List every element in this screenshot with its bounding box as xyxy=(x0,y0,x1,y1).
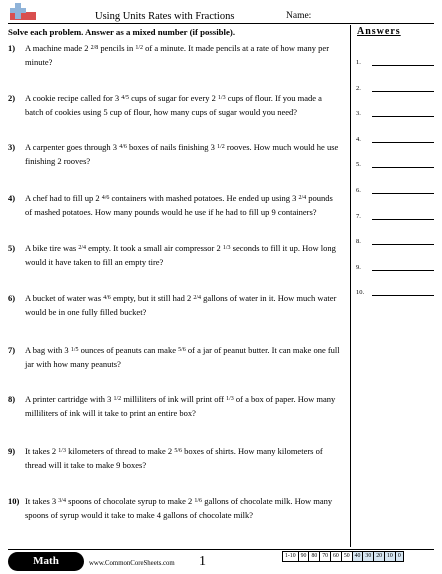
header-divider xyxy=(8,23,434,24)
answer-blank[interactable] xyxy=(372,193,434,194)
problem-number: 6) xyxy=(8,293,16,303)
problem-text: A bucket of water was 4/6 empty, but it still had 2 2/4 gallons of water in it. How much water would be in one fully filled bucket? xyxy=(25,293,337,317)
answer-blank[interactable] xyxy=(372,219,434,220)
answer-number: 4. xyxy=(356,135,361,143)
score-cell: 40 xyxy=(353,551,364,562)
answer-blank[interactable] xyxy=(372,270,434,271)
answer-number: 2. xyxy=(356,84,361,92)
problem-text: It takes 3 3/4 spoons of chocolate syrup to make 2 1/6 gallons of chocolate milk. How many spoons of syrup would it take to make 4 gallons of chocolate milk? xyxy=(25,496,333,520)
fraction: 1/6 xyxy=(194,498,203,504)
answer-line-6[interactable] xyxy=(356,183,434,195)
problem-10 xyxy=(8,496,342,521)
answer-number: 5. xyxy=(356,161,361,169)
problem-text: A printer cartridge with 3 1/2 milliliters of ink will print off 1/3 of a box of paper. How many milliliters of ink will it take to print an entire box? xyxy=(25,394,336,418)
fraction: 1/5 xyxy=(70,347,79,353)
fraction: 1/3 xyxy=(58,448,66,454)
site-url[interactable]: www.CommonCoreSheets.com xyxy=(89,560,175,567)
answers-divider xyxy=(350,25,351,547)
answer-line-1[interactable] xyxy=(356,55,434,67)
answer-number: 7. xyxy=(356,212,361,220)
problem-5 xyxy=(8,243,342,268)
problem-3 xyxy=(8,142,342,167)
problem-7 xyxy=(8,345,342,370)
answer-line-7[interactable] xyxy=(356,209,434,221)
score-cell: 20 xyxy=(374,551,385,562)
answer-line-4[interactable] xyxy=(356,132,434,144)
problem-4 xyxy=(8,193,342,218)
fraction: 4/6 xyxy=(101,195,110,201)
answers-heading: Answers xyxy=(357,26,401,37)
answer-blank[interactable] xyxy=(372,65,434,66)
answer-line-3[interactable] xyxy=(356,106,434,118)
problem-number: 9) xyxy=(8,446,16,456)
fraction: 4/5 xyxy=(121,95,129,101)
problem-text: A bike tire was 2/4 empty. It took a small air compressor 2 1/3 seconds to fill it up. How long would it have taken to fill an empty tire? xyxy=(25,243,336,267)
fraction: 1/3 xyxy=(222,245,231,251)
fraction: 2/8 xyxy=(90,45,99,51)
answer-blank[interactable] xyxy=(372,295,434,296)
page-number: 1 xyxy=(199,554,206,569)
footer-divider xyxy=(8,549,434,550)
problem-6 xyxy=(8,293,342,318)
answer-line-5[interactable] xyxy=(356,157,434,169)
fraction: 4/6 xyxy=(103,295,111,301)
worksheet-title: Using Units Rates with Fractions xyxy=(95,11,235,22)
answer-blank[interactable] xyxy=(372,116,434,117)
worksheet-logo-mark xyxy=(6,2,38,24)
problem-number: 10) xyxy=(8,496,20,506)
problem-number: 4) xyxy=(8,193,16,203)
fraction: 1/2 xyxy=(113,396,122,402)
problem-number: 8) xyxy=(8,394,16,404)
answer-line-2[interactable] xyxy=(356,81,434,93)
problem-1 xyxy=(8,43,342,68)
answer-number: 1. xyxy=(356,59,361,66)
fraction: 1/3 xyxy=(217,95,226,101)
score-cell: 70 xyxy=(320,551,331,562)
problem-text: A cookie recipe called for 3 4/5 cups of sugar for every 2 1/3 cups of flour. If you made a batch of cookies using 5 cup of flour, how many cups of sugar would you need? xyxy=(25,93,322,117)
score-cell: 30 xyxy=(363,551,374,562)
answer-line-9[interactable] xyxy=(356,260,434,272)
answer-number: 8. xyxy=(356,238,361,246)
fraction: 2/4 xyxy=(298,195,307,201)
math-logo: Math xyxy=(8,552,84,571)
answer-number: 6. xyxy=(356,187,361,194)
fraction: 5/6 xyxy=(174,448,182,454)
fraction: 3/4 xyxy=(58,498,66,504)
score-cell: 50 xyxy=(342,551,353,562)
name-label: Name: xyxy=(286,11,312,21)
problem-text: It takes 2 1/3 kilometers of thread to make 2 5/6 boxes of shirts. How many kilometers of thread will it take to make 9 boxes? xyxy=(25,446,323,470)
score-cell: 90 xyxy=(299,551,310,562)
instructions: Solve each problem. Answer as a mixed number (if possible). xyxy=(8,27,236,37)
problem-text: A chef had to fill up 2 4/6 containers with mashed potatoes. He ended up using 3 2/4 pounds of mashed potatoes. How many pounds would he use if he had to fill up 9 containers? xyxy=(25,193,333,217)
answer-blank[interactable] xyxy=(372,167,434,168)
score-table xyxy=(282,551,404,562)
answer-blank[interactable] xyxy=(372,142,434,143)
score-cell: 80 xyxy=(309,551,320,562)
problem-number: 3) xyxy=(8,142,16,152)
problem-text: A carpenter goes through 3 4/6 boxes of nails finishing 3 1/2 rooves. How much would he use finishing 2 rooves? xyxy=(25,142,339,166)
answer-number: 3. xyxy=(356,110,361,118)
score-cell: 10 xyxy=(385,551,396,562)
problem-8 xyxy=(8,394,342,419)
problem-number: 7) xyxy=(8,345,16,355)
problem-text: A machine made 2 2/8 pencils in 1/2 of a minute. It made pencils at a rate of how many per minute? xyxy=(25,43,330,67)
fraction: 2/4 xyxy=(78,245,87,251)
answer-blank[interactable] xyxy=(372,91,434,92)
problem-text: A bag with 3 1/5 ounces of peanuts can make 5/6 of a jar of peanut butter. It can make one full jar with how many peanuts? xyxy=(25,345,340,369)
answer-number: 9. xyxy=(356,263,361,271)
problem-number: 1) xyxy=(8,43,16,53)
fraction: 1/3 xyxy=(226,396,234,402)
score-cell: 60 xyxy=(331,551,342,562)
problem-2 xyxy=(8,93,342,118)
problem-number: 2) xyxy=(8,93,16,103)
problem-9 xyxy=(8,446,342,471)
score-label: 1-10 xyxy=(282,551,299,562)
problem-number: 5) xyxy=(8,243,16,253)
answer-line-10[interactable] xyxy=(356,285,434,297)
fraction: 5/6 xyxy=(178,347,186,353)
fraction: 2/4 xyxy=(193,295,202,301)
fraction: 4/6 xyxy=(119,144,127,150)
fraction: 1/2 xyxy=(217,144,225,150)
fraction: 1/2 xyxy=(135,45,144,51)
answer-number: 10. xyxy=(356,289,365,297)
answer-blank[interactable] xyxy=(372,244,434,245)
answer-line-8[interactable] xyxy=(356,234,434,246)
score-cell: 0 xyxy=(396,551,404,562)
